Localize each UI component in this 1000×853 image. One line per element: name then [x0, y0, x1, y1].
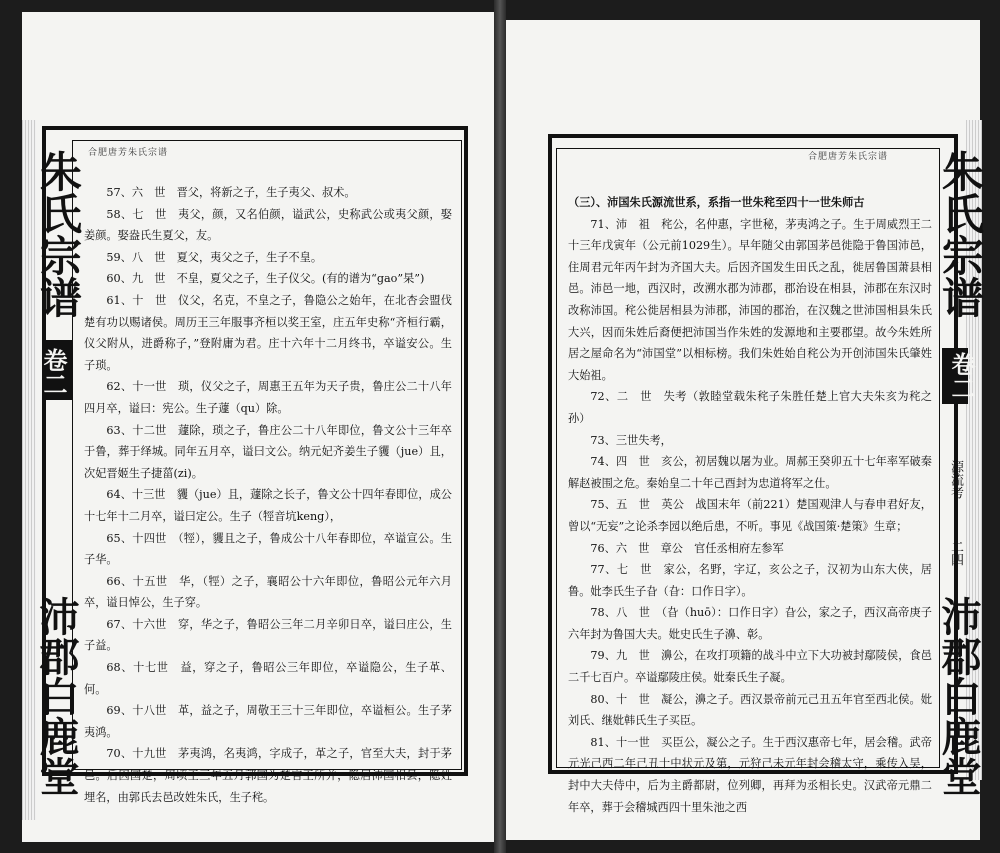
- genealogy-entry: 68、十七世 益，穿之子，鲁昭公三年即位，卒谥隐公，生子革、何。: [84, 661, 452, 696]
- genealogy-entry: 70、十九世 茅夷鸿，名夷鸿，字成子，革之子，官至大夫，封于茅邑。后因国楚，周顷王三年五月郭国为楚官王所并，隐居沛国相县，隐姓埋名，由郭氏去邑改姓朱氏，生子秺。: [84, 747, 452, 804]
- genealogy-entry: 60、九 世 不皇，夏父之子，生子仪父。(有的谱为“gao”杲”): [106, 272, 425, 286]
- genealogy-entry: 75、五 世 英公 战国末年（前221）楚国观津人与春申君好友，曾以“无妄”之论杀李园以绝后患，不听。事见《战国策·楚策》生章；: [568, 498, 932, 533]
- right-spine-volume: 卷二: [947, 352, 976, 400]
- genealogy-entry: 64、十三世 貜（jue）且，蘧除之长子，鲁文公十四年春即位，成公十七年十二月卒，谥曰定公。生子（牼音坑keng），: [84, 488, 452, 523]
- genealogy-entry: 69、十八世 革，益之子，周敬王三十三年即位，卒谥桓公。生子茅夷鸿。: [84, 704, 452, 739]
- genealogy-entry: 78、八 世 （旮（huō）：口作日字）旮公，家之子，西汉高帝庚子六年封为鲁国大夫。妣史氏生子濞、彰。: [568, 606, 932, 641]
- genealogy-entry: 72、二 世 失考（敦睦堂载朱秺子朱胜任楚上官大夫朱亥为秺之孙）: [568, 390, 932, 425]
- right-text-area: [568, 192, 932, 818]
- genealogy-entry: 66、十五世 华，（牼）之子，襄昭公十六年即位，鲁昭公元年六月卒，谥日悼公，生子穿。: [84, 574, 452, 610]
- right-header-banner: 合肥唐芳朱氏宗谱: [808, 152, 889, 162]
- genealogy-entry: 73、三世失考，: [590, 433, 672, 447]
- right-spine-title: 朱氏宗谱: [936, 150, 985, 318]
- page-number: 二四: [948, 540, 963, 566]
- right-spine-hall: 沛郡白鹿堂: [935, 596, 982, 796]
- left-spine-title: 朱氏宗谱: [34, 150, 83, 318]
- genealogy-entry: 61、十 世 仪父，名克，不皇之子，鲁隐公之始年，在北杏会盟伐楚有功以赐诸侯。周历王三年服事齐桓以奖王室，庄五年史称“齐桓行霸，仪父附从，进爵称子，”登附庸为君。庄十六年十二月终书，卒谥安公。生子琐。: [84, 293, 452, 372]
- genealogy-entry: 74、四 世 亥公，初居魏以屠为业。周郝王癸卯五十七年率军破秦解赵被围之危。秦始皇二十年己酉封为忠道将军之仕。: [568, 455, 932, 490]
- genealogy-entry: 76、六 世 章公 官任丞相府左参军: [590, 541, 784, 555]
- genealogy-entry: 67、十六世 穿，华之子，鲁昭公三年二月辛卯日卒，谥曰庄公，生子益。: [84, 617, 452, 653]
- section-heading: （三）、沛国朱氏源流世系，系指一世朱秺至四十一世朱师古: [568, 195, 865, 209]
- book-spine: [494, 0, 506, 853]
- left-header-banner: 合肥唐芳朱氏宗谱: [88, 148, 169, 158]
- genealogy-entry: 81、十一世 买臣公，凝公之子。生于西汉惠帝七年，居会稽。武帝元光己西二年己丑十中状元及第，元狩己未元年封会稽太守，乘传入吴，封中大夫侍中，后为主爵都尉，位列卿，再拜为丞相长史。汉武帝元鼎二年卒，葬于会稽城西四十里朱池之西: [568, 735, 932, 814]
- left-text-area: [84, 182, 452, 808]
- section-label: 源流考: [948, 460, 963, 499]
- left-spine-volume: 卷二: [39, 348, 68, 396]
- genealogy-entry: 62、十一世 琐，仪父之子，周惠王五年为天子贵，鲁庄公二十八年四月卒，谥曰：宪公。生子蘧（qu）除。: [84, 380, 452, 415]
- left-spine-hall: 沛郡白鹿堂: [33, 596, 80, 796]
- genealogy-entry: 58、七 世 夷父，颜，又名伯颜，谥武公，史称武公或夷父颜，娶姜颜。娶盎氏生夏父，友。: [84, 207, 452, 243]
- genealogy-entry: 57、六 世 晋父，将新之子，生子夷父、叔术。: [106, 186, 356, 199]
- genealogy-entry: 77、七 世 家公，名野，字辽，亥公之子，汉初为山东大侠，居鲁。妣李氏生子旮（旮：口作日字）。: [568, 563, 932, 598]
- genealogy-entry: 71、沛 祖 秺公，名仲惠，字世秘，茅夷鸿之子。生于周威烈王二十三年戊寅年（公元前1029生）。早年随父由郭国茅邑徙隐于鲁国沛邑，住周君元年丙午封为齐国大夫。后因齐国发生田氏之乱，徙居鲁国萧县相邑。沛邑一地，西汉时，改溯水郡为沛郡，郡治设在相县，沛郡在东汉时改称沛国。秺公徙居相县为沛郡，沛国的郡治，在汉魏之世沛国相县朱氏大兴，因而朱姓后裔便把沛国当作朱姓的发源地和主要郡望。故今朱姓所居之屋命名为“沛国堂”以相标榜。我们朱姓始自秺公为开创沛国朱氏肇姓大始祖。: [568, 217, 932, 382]
- genealogy-entry: 65、十四世 （牼），貜且之子，鲁成公十八年春即位，卒谥宣公。生子华。: [84, 531, 452, 567]
- genealogy-entry: 59、八 世 夏父，夷父之子，生子不皇。: [106, 250, 323, 264]
- genealogy-entry: 79、九 世 濞公，在攻打项籍的战斗中立下大功被封鄢陵侯，食邑二千七百户。卒谥鄢陵庄侯。妣秦氏生子凝。: [568, 649, 932, 685]
- genealogy-entry: 63、十二世 蘧除，琐之子，鲁庄公二十八年即位，鲁文公十三年卒于鲁，葬于绎城。同年五月卒，谥曰文公。纳元妃齐姜生子貜（jue）且，次妃晋姬生子捷菑(zi)。: [84, 423, 452, 480]
- genealogy-entry: 80、十 世 凝公，濞之子。西汉景帝前元己丑五年官至西北侯。妣刘氏、继妣韩氏生子买臣。: [568, 692, 932, 728]
